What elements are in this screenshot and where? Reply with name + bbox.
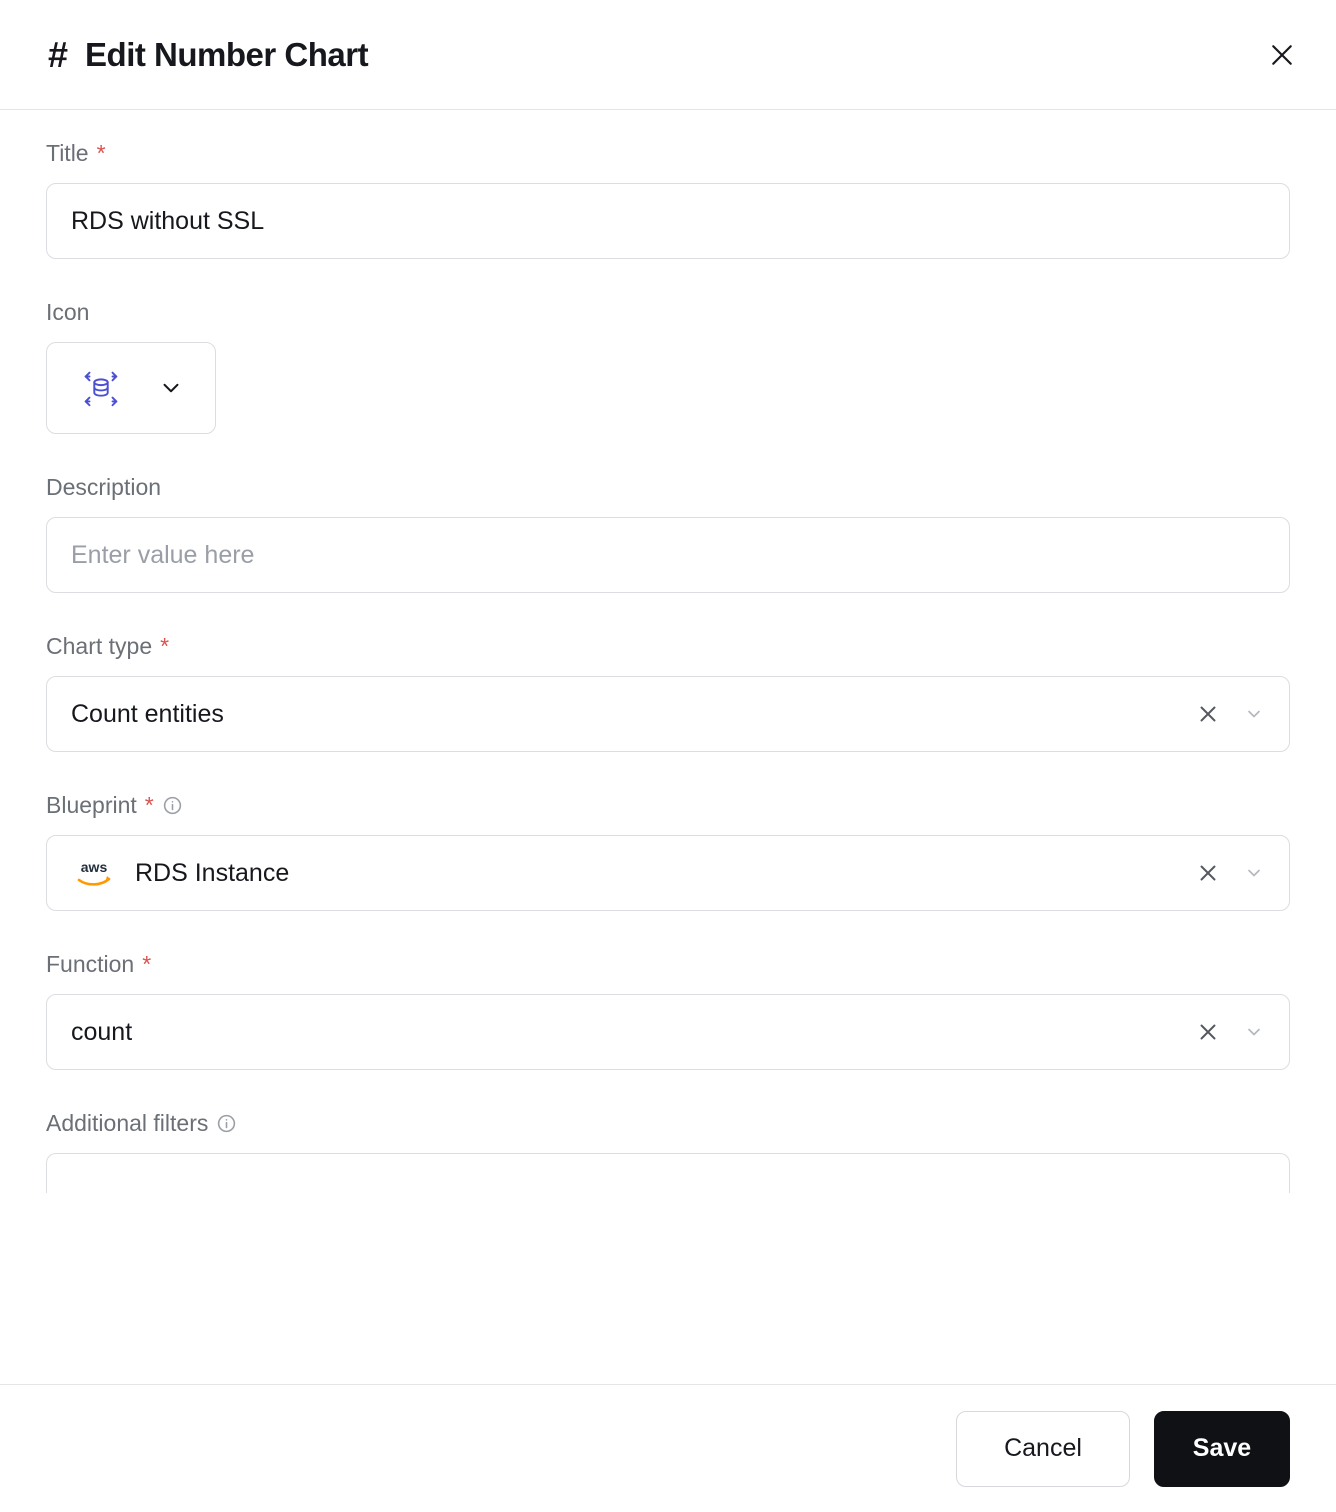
title-input-value: RDS without SSL [71,206,265,235]
blueprint-required-mark: * [144,792,154,818]
description-field-label [46,474,1290,501]
additional-filters-field-label [46,1110,1290,1137]
chart-type-field-label [46,633,1290,660]
additional-filters-editor[interactable] [46,1153,1290,1193]
icon-field [46,299,1290,434]
function-select-actions [1195,1019,1265,1045]
cancel-button[interactable]: Cancel [956,1411,1130,1487]
modal-header [0,0,1336,110]
title-field [46,140,1290,259]
chevron-down-icon[interactable] [1243,862,1265,884]
icon-field-label [46,299,1290,326]
icon-label-text: Icon [46,299,90,325]
title-required-mark: * [96,140,106,166]
chart-type-label-text: Chart type [46,633,153,659]
blueprint-field-label [46,792,1290,819]
function-required-mark: * [142,951,152,977]
icon-picker-button[interactable] [46,342,216,434]
blueprint-value: RDS Instance [135,858,290,887]
blueprint-select[interactable] [46,835,1290,911]
info-icon[interactable] [216,1113,237,1134]
title-field-label [46,140,1290,167]
description-field [46,474,1290,593]
chart-type-select-actions [1195,701,1265,727]
function-field-label [46,951,1290,978]
blueprint-select-actions [1195,860,1265,886]
chevron-down-icon[interactable] [1243,703,1265,725]
title-label-text: Title [46,140,89,166]
description-input-placeholder: Enter value here [71,540,255,569]
function-select[interactable] [46,994,1290,1070]
description-label-text: Description [46,474,162,500]
description-input[interactable] [46,517,1290,593]
modal-body [0,110,1336,1384]
function-label-text: Function [46,951,135,977]
chart-type-field [46,633,1290,752]
info-icon[interactable] [162,795,183,816]
function-value: count [71,1017,133,1046]
additional-filters-field [46,1110,1290,1193]
modal-footer [0,1384,1336,1512]
page-title: Edit Number Chart [85,35,369,73]
function-field [46,951,1290,1070]
blueprint-label-text: Blueprint [46,792,137,818]
clear-icon[interactable] [1195,701,1221,727]
title-input[interactable] [46,183,1290,259]
database-expand-icon [78,365,124,411]
close-icon[interactable] [1260,33,1304,77]
chevron-down-icon[interactable] [1243,1021,1265,1043]
aws-logo [71,855,117,891]
svg-text:aws: aws [80,859,108,875]
clear-icon[interactable] [1195,1019,1221,1045]
header-title-group [48,33,369,75]
save-button[interactable]: Save [1154,1411,1290,1487]
additional-filters-label-text: Additional filters [46,1110,209,1136]
chart-type-select[interactable] [46,676,1290,752]
chart-type-value: Count entities [71,699,224,728]
blueprint-field [46,792,1290,911]
chart-type-required-mark: * [160,633,170,659]
hash-icon: # [48,33,68,75]
clear-icon[interactable] [1195,860,1221,886]
chevron-down-icon [158,375,184,401]
